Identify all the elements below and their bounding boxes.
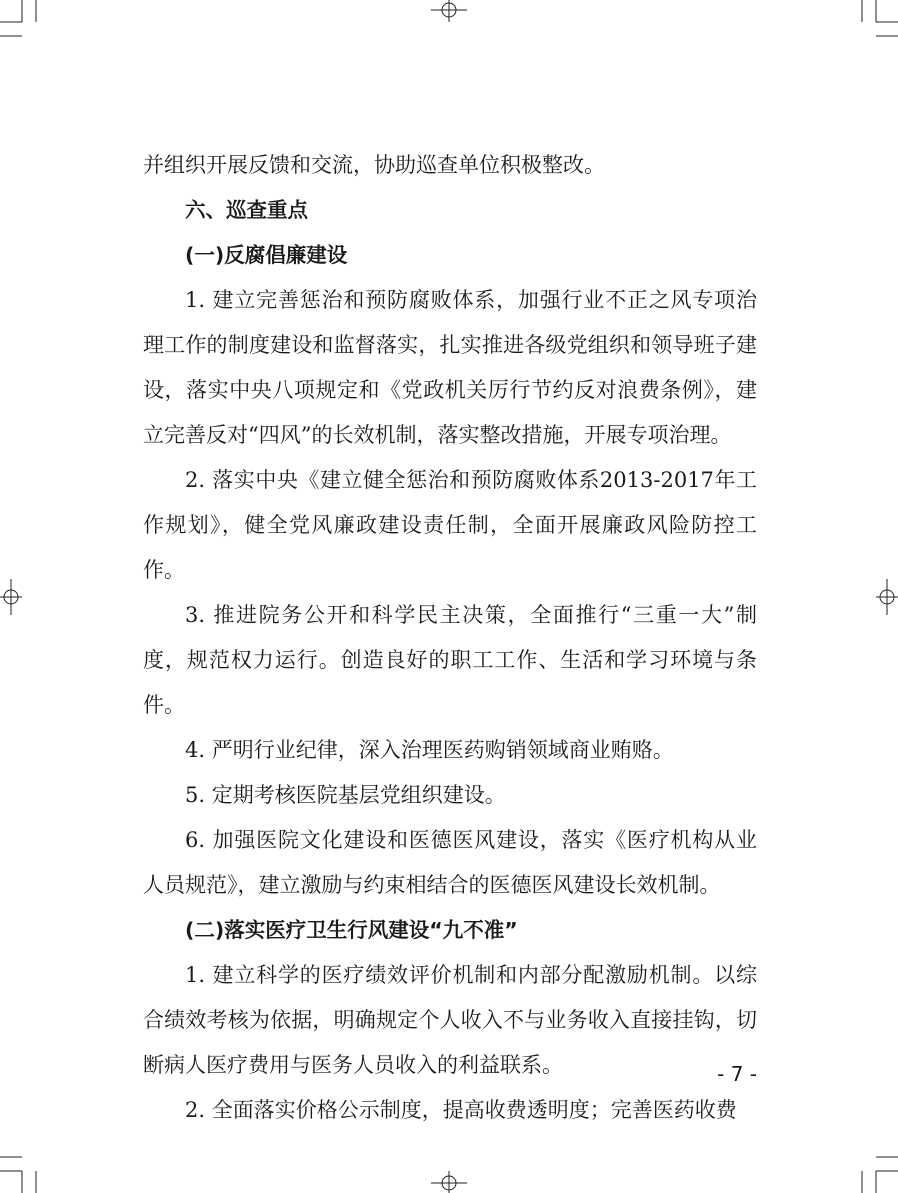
registration-mark-right xyxy=(876,579,898,615)
list-item: 2. 落实中央《建立健全惩治和预防腐败体系2013-2017年工作规划》，健全党风廉政建设责任制，全面开展廉政风险防控工作。 xyxy=(143,468,757,582)
registration-mark-top xyxy=(431,0,467,22)
registration-mark-left xyxy=(0,579,22,615)
list-item: 1. 建立科学的医疗绩效评价机制和内部分配激励机制。以综合绩效考核为依据，明确规定个人收入不与业务收入直接挂钩，切断病人医疗费用与医务人员收入的利益联系。 xyxy=(143,963,757,1077)
registration-mark-bottom xyxy=(431,1171,467,1193)
subsection-heading: (一)反腐倡廉建设 xyxy=(185,243,348,267)
list-item: 1. 建立完善惩治和预防腐败体系，加强行业不正之风专项治理工作的制度建设和监督落实，扎实推进各级党组织和领导班子建设，落实中央八项规定和《党政机关厉行节约反对浪费条例》，建立完善反对“四风”的长效机制，落实整改措施，开展专项治理。 xyxy=(143,288,757,447)
body-text xyxy=(143,143,757,1133)
list-item: 5. 定期考核医院基层党组织建设。 xyxy=(185,783,506,807)
paragraph-continuation: 并组织开展反馈和交流，协助巡查单位积极整改。 xyxy=(143,153,605,177)
page-number: - 7 - xyxy=(717,1062,757,1086)
list-item: 6. 加强医院文化建设和医德医风建设，落实《医疗机构从业人员规范》，建立激励与约束相结合的医德医风建设长效机制。 xyxy=(143,828,757,897)
list-item: 3. 推进院务公开和科学民主决策，全面推行“三重一大”制度，规范权力运行。创造良好的职工工作、生活和学习环境与条件。 xyxy=(143,603,757,717)
section-heading: 六、巡查重点 xyxy=(185,198,308,222)
list-item: 2. 全面落实价格公示制度，提高收费透明度；完善医药收费 xyxy=(185,1098,737,1122)
subsection-heading: (二)落实医疗卫生行风建设“九不准” xyxy=(185,918,518,942)
list-item: 4. 严明行业纪律，深入治理医药购销领域商业贿赂。 xyxy=(185,738,674,762)
